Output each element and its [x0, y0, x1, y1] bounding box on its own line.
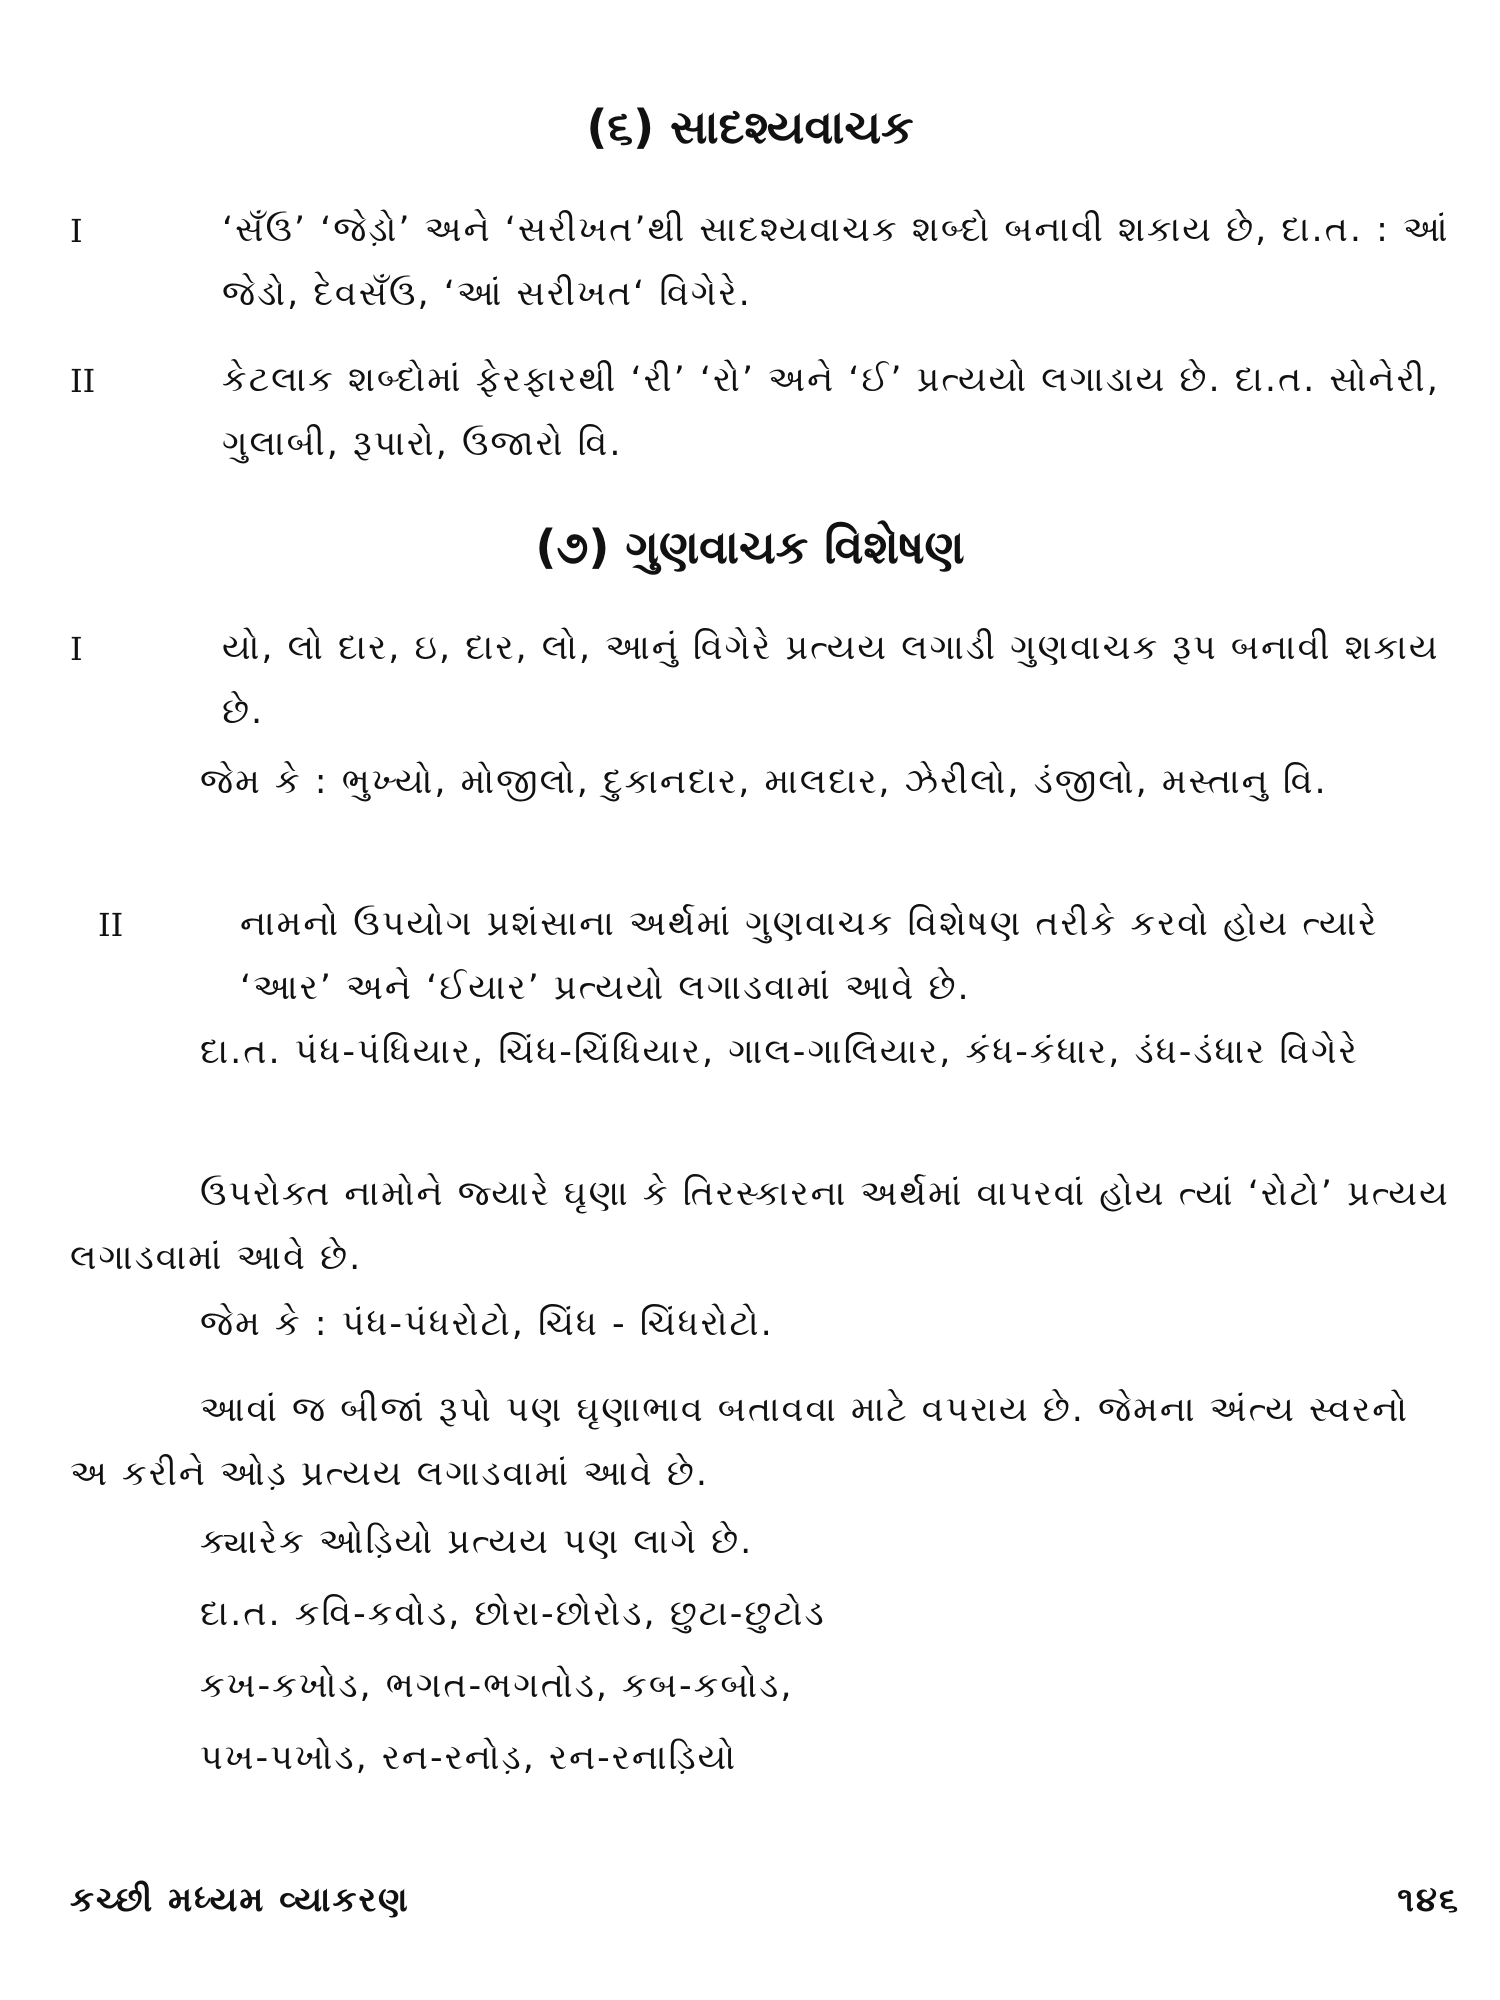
list-item-7-1 [70, 616, 1460, 744]
footer-book-title: કચ્છી મધ્યમ વ્યાકરણ [70, 1880, 410, 1920]
item-text: નામનો ઉપયોગ પ્રશંસાના અર્થમાં ગુણવાચક વિશેષણ તરીકે કરવો હોય ત્યારે ‘આર’ અને ‘ઈયાર’ પ્રત્યયો લગાડવામાં આવે છે. [240, 904, 1379, 1008]
item-marker: I [70, 630, 83, 668]
item-text: કેટલાક શબ્દોમાં ફેરફારથી ‘રી’ ‘રો’ અને ‘ઈ’ પ્રત્યયો લગાડાય છે. દા.ત. સોનેરી, ગુલાબી, રૂપારો, ઉજારો વિ. [222, 360, 1440, 464]
section-heading-6: (૬) સાદશ્યવાચક [586, 100, 914, 154]
list-item-6-1 [70, 198, 1460, 326]
example-list-line: કખ-કખોડ, ભગત-ભગતોડ, કબ-કબોડ, [200, 1666, 794, 1706]
body-paragraph-1: ઉપરોક્ત નામોને જ્યારે ઘૃણા કે તિરસ્કારના અર્થમાં વાપરવાં હોય ત્યાં ‘રોટો’ પ્રત્યય લગાડવામાં આવે છે. [70, 1174, 1450, 1278]
item-marker: I [70, 212, 83, 250]
body-line-3: ક્યારેક ઓડ઼િયો પ્રત્યય પણ લાગે છે. [200, 1522, 754, 1562]
example-list-line: દા.ત. કવિ-કવોડ, છોરા-છોરોડ, છુટા-છુટોડ [200, 1594, 826, 1634]
section-heading-7: (૭) ગુણવાચક વિશેષણ [535, 520, 965, 574]
example-paragraph-1: જેમ કે : ભુખ્યો, મોજીલો, દુકાનદાર, માલદાર, ઝેરીલો, ડંજીલો, મસ્તાનુ વિ. [200, 762, 1328, 802]
item-text: ‘સઁઉ’ ‘જેડ઼ો’ અને ‘સરીખત’થી સાદશ્યવાચક શબ્દો બનાવી શકાય છે, દા.ત. : આં જેડો, દેવસઁઉ, ‘આં સરીખત‘ વિગેરે. [222, 210, 1450, 314]
list-item-7-2 [70, 892, 1460, 1020]
example-line-3: જેમ કે : પંધ-પંધરોટો, ચિંધ - ચિંધરોટો. [200, 1304, 774, 1344]
list-item-6-2 [70, 348, 1460, 476]
example-paragraph-2: દા.ત. પંધ-પંધિયાર, ચિંધ-ચિંધિયાર, ગાલ-ગાલિયાર, કંધ-કંધાર, ડંધ-ડંધાર વિગેરે [200, 1032, 1359, 1072]
item-marker: II [70, 362, 96, 400]
page-number: ૧૪૬ [1397, 1880, 1460, 1920]
body-paragraph-2: આવાં જ બીજાં રૂપો પણ ઘૃણાભાવ બતાવવા માટે વપરાય છે. જેમના અંત્ય સ્વરનો અ કરીને ઓડ઼ પ્રત્યય લગાડવામાં આવે છે. [70, 1390, 1410, 1494]
example-list-line: પખ-પખોડ, રન-રનોડ઼, રન-રનાડ઼િયો [200, 1738, 738, 1778]
item-marker: II [98, 906, 124, 944]
item-text: યો, લો દાર, ઇ, દાર, લો, આનું વિગેરે પ્રત્યય લગાડી ગુણવાચક રૂપ બનાવી શકાય છે. [222, 628, 1440, 732]
